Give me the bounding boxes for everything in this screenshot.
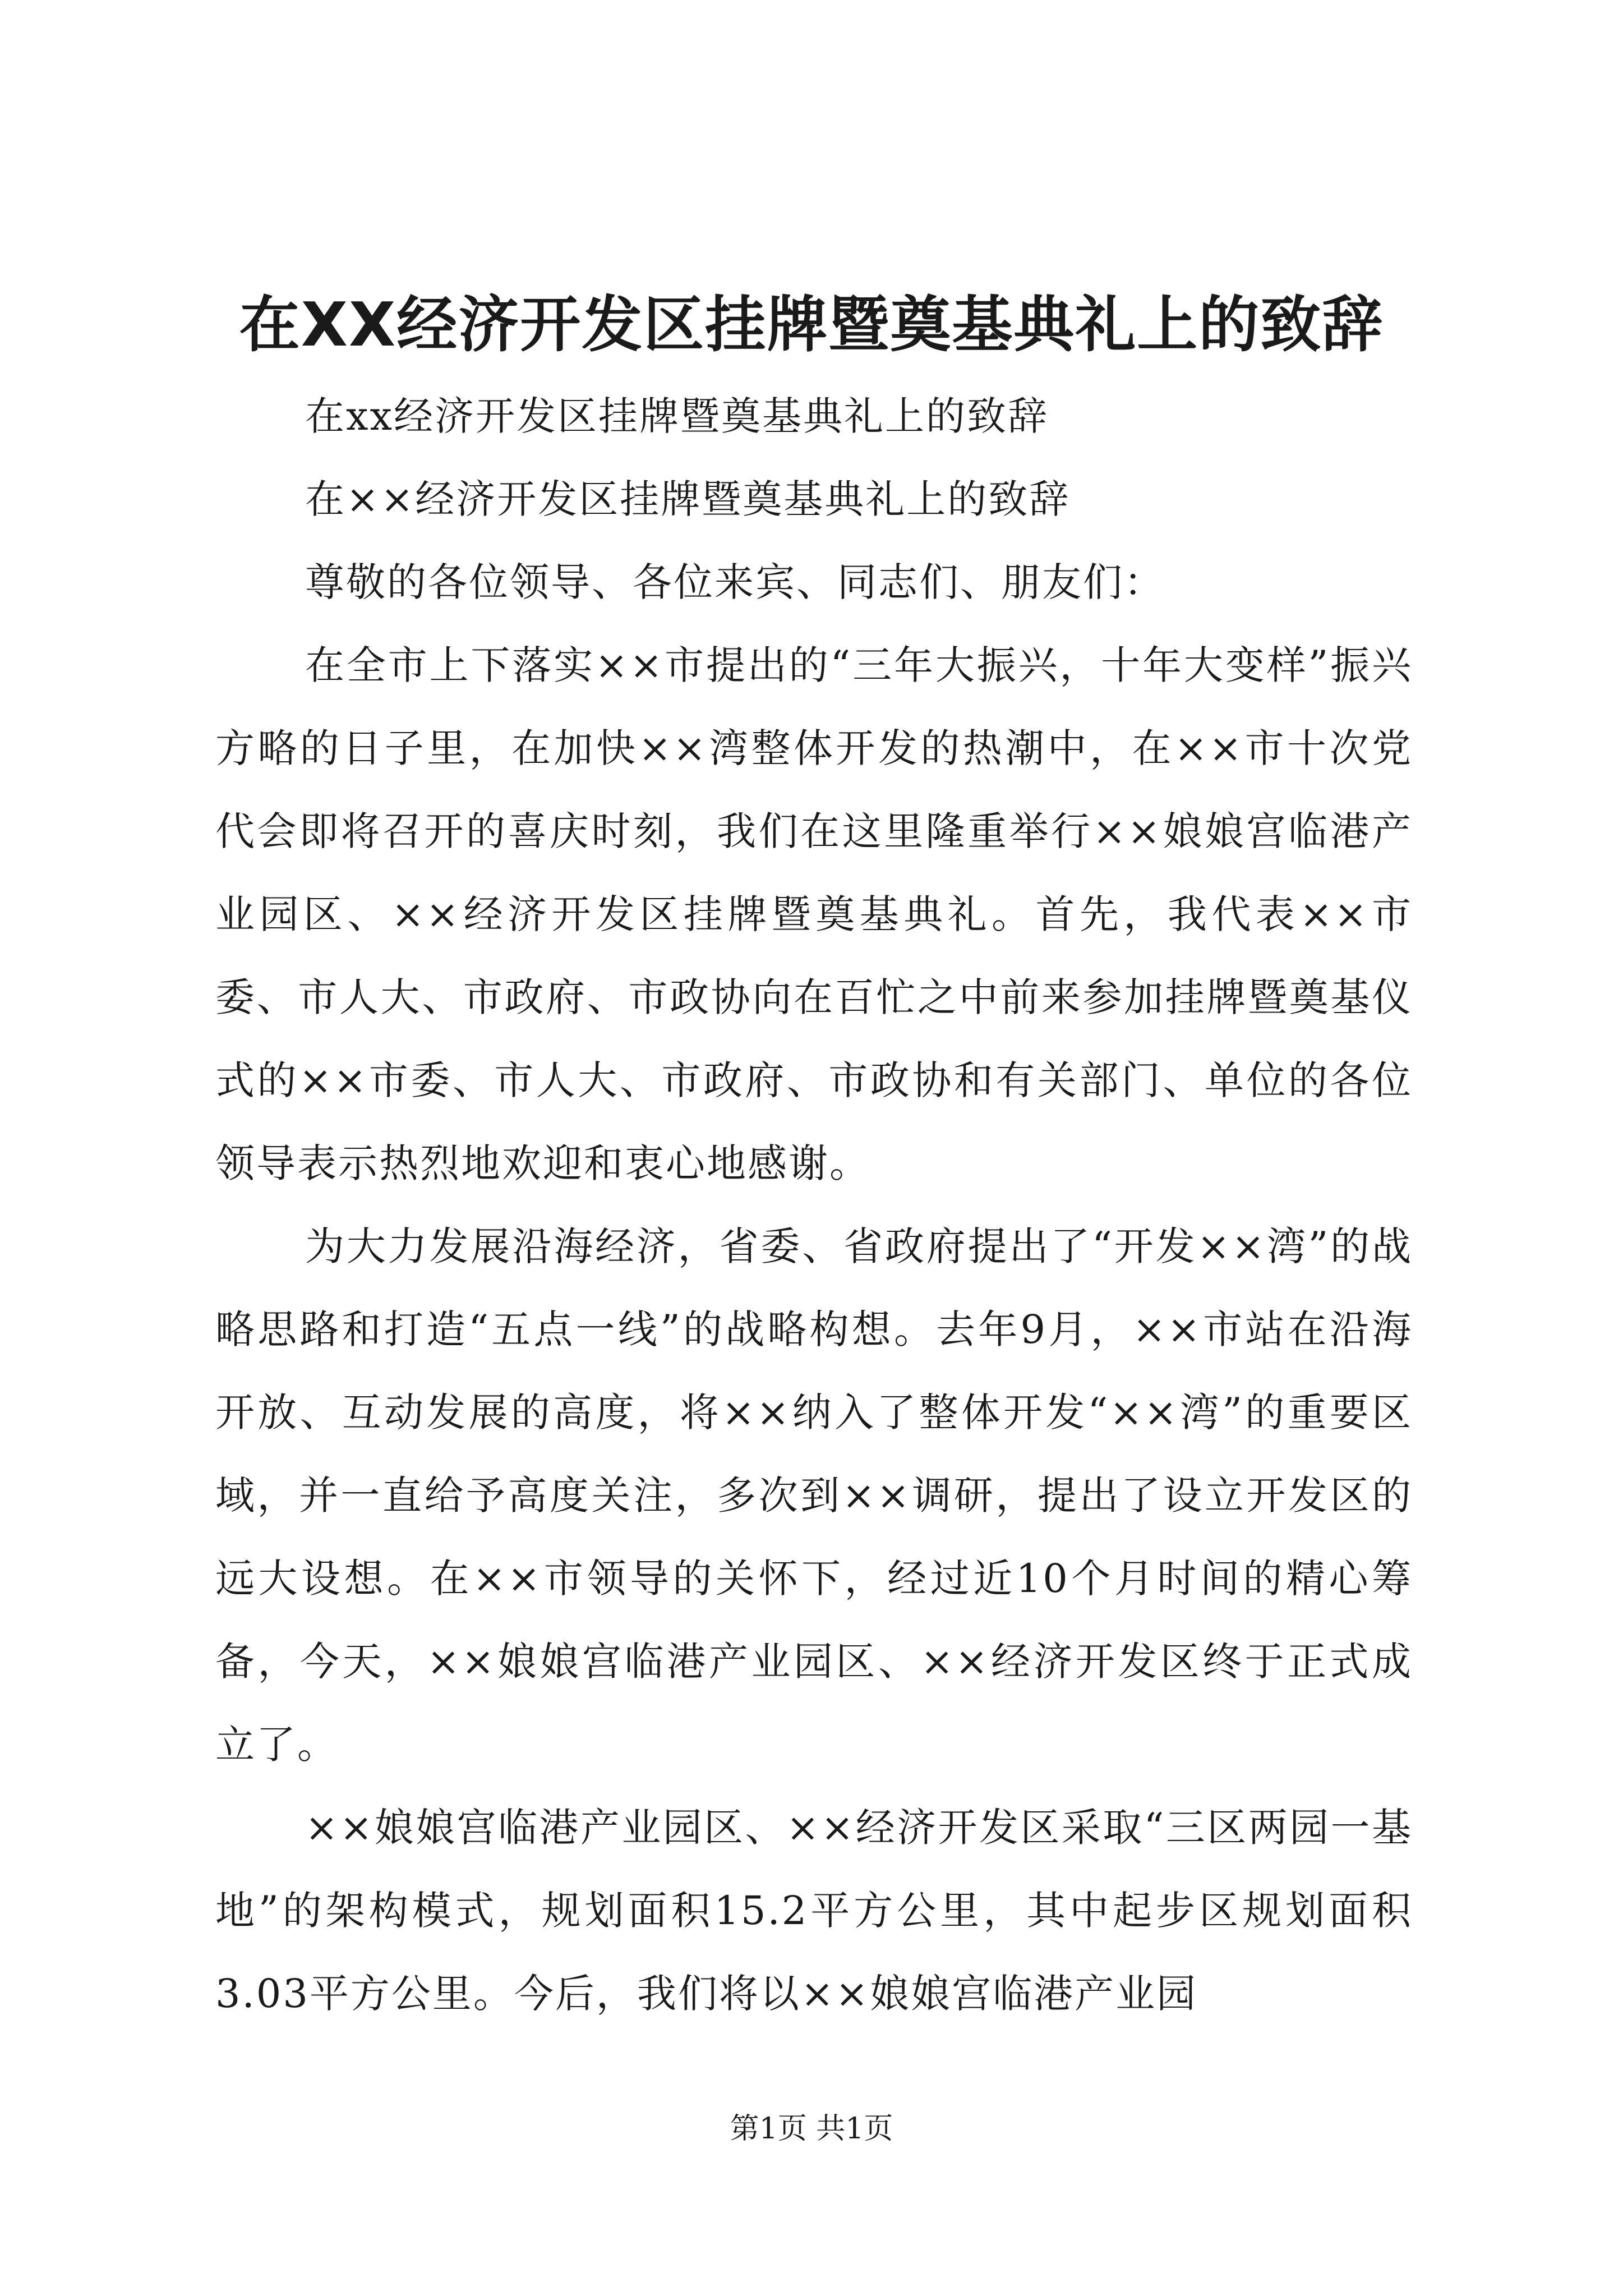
page-number: 第1页 共1页	[730, 2112, 893, 2146]
salutation: 尊敬的各位领导、各位来宾、同志们、朋友们：	[305, 559, 1165, 605]
paragraph: 在××经济开发区挂牌暨奠基典礼上的致辞	[305, 476, 1071, 522]
paragraph: 在xx经济开发区挂牌暨奠基典礼上的致辞	[305, 393, 1049, 439]
page-title: 在XX经济开发区挂牌暨奠基典礼上的致辞	[239, 290, 1384, 360]
paragraph: 为大力发展沿海经济，省委、省政府提出了“开发××湾”的战略思路和打造“五点一线”的战略构想。去年9月，××市站在沿海开放、互动发展的高度，将××纳入了整体开发“××湾”的重要区域，并一直给予高度关注，多次到××调研，提出了设立开发区的远大设想。在××市领导的关怀下，经过近10个月时间的精心筹备，今天，××娘娘宫临港产业园区、××经济开发区终于正式成立了。	[215, 1223, 1413, 1768]
document-body	[215, 375, 1413, 2035]
paragraph: ××娘娘宫临港产业园区、××经济开发区采取“三区两园一基地”的架构模式，规划面积15.2平方公里，其中起步区规划面积3.03平方公里。今后，我们将以××娘娘宫临港产业园	[215, 1805, 1413, 2017]
paragraph: 在全市上下落实××市提出的“三年大振兴，十年大变样”振兴方略的日子里，在加快××湾整体开发的热潮中，在××市十次党代会即将召开的喜庆时刻，我们在这里隆重举行××娘娘宫临港产业园区、××经济开发区挂牌暨奠基典礼。首先，我代表××市委、市人大、市政府、市政协向在百忙之中前来参加挂牌暨奠基仪式的××市委、市人大、市政府、市政协和有关部门、单位的各位领导表示热烈地欢迎和衷心地感谢。	[215, 642, 1413, 1186]
